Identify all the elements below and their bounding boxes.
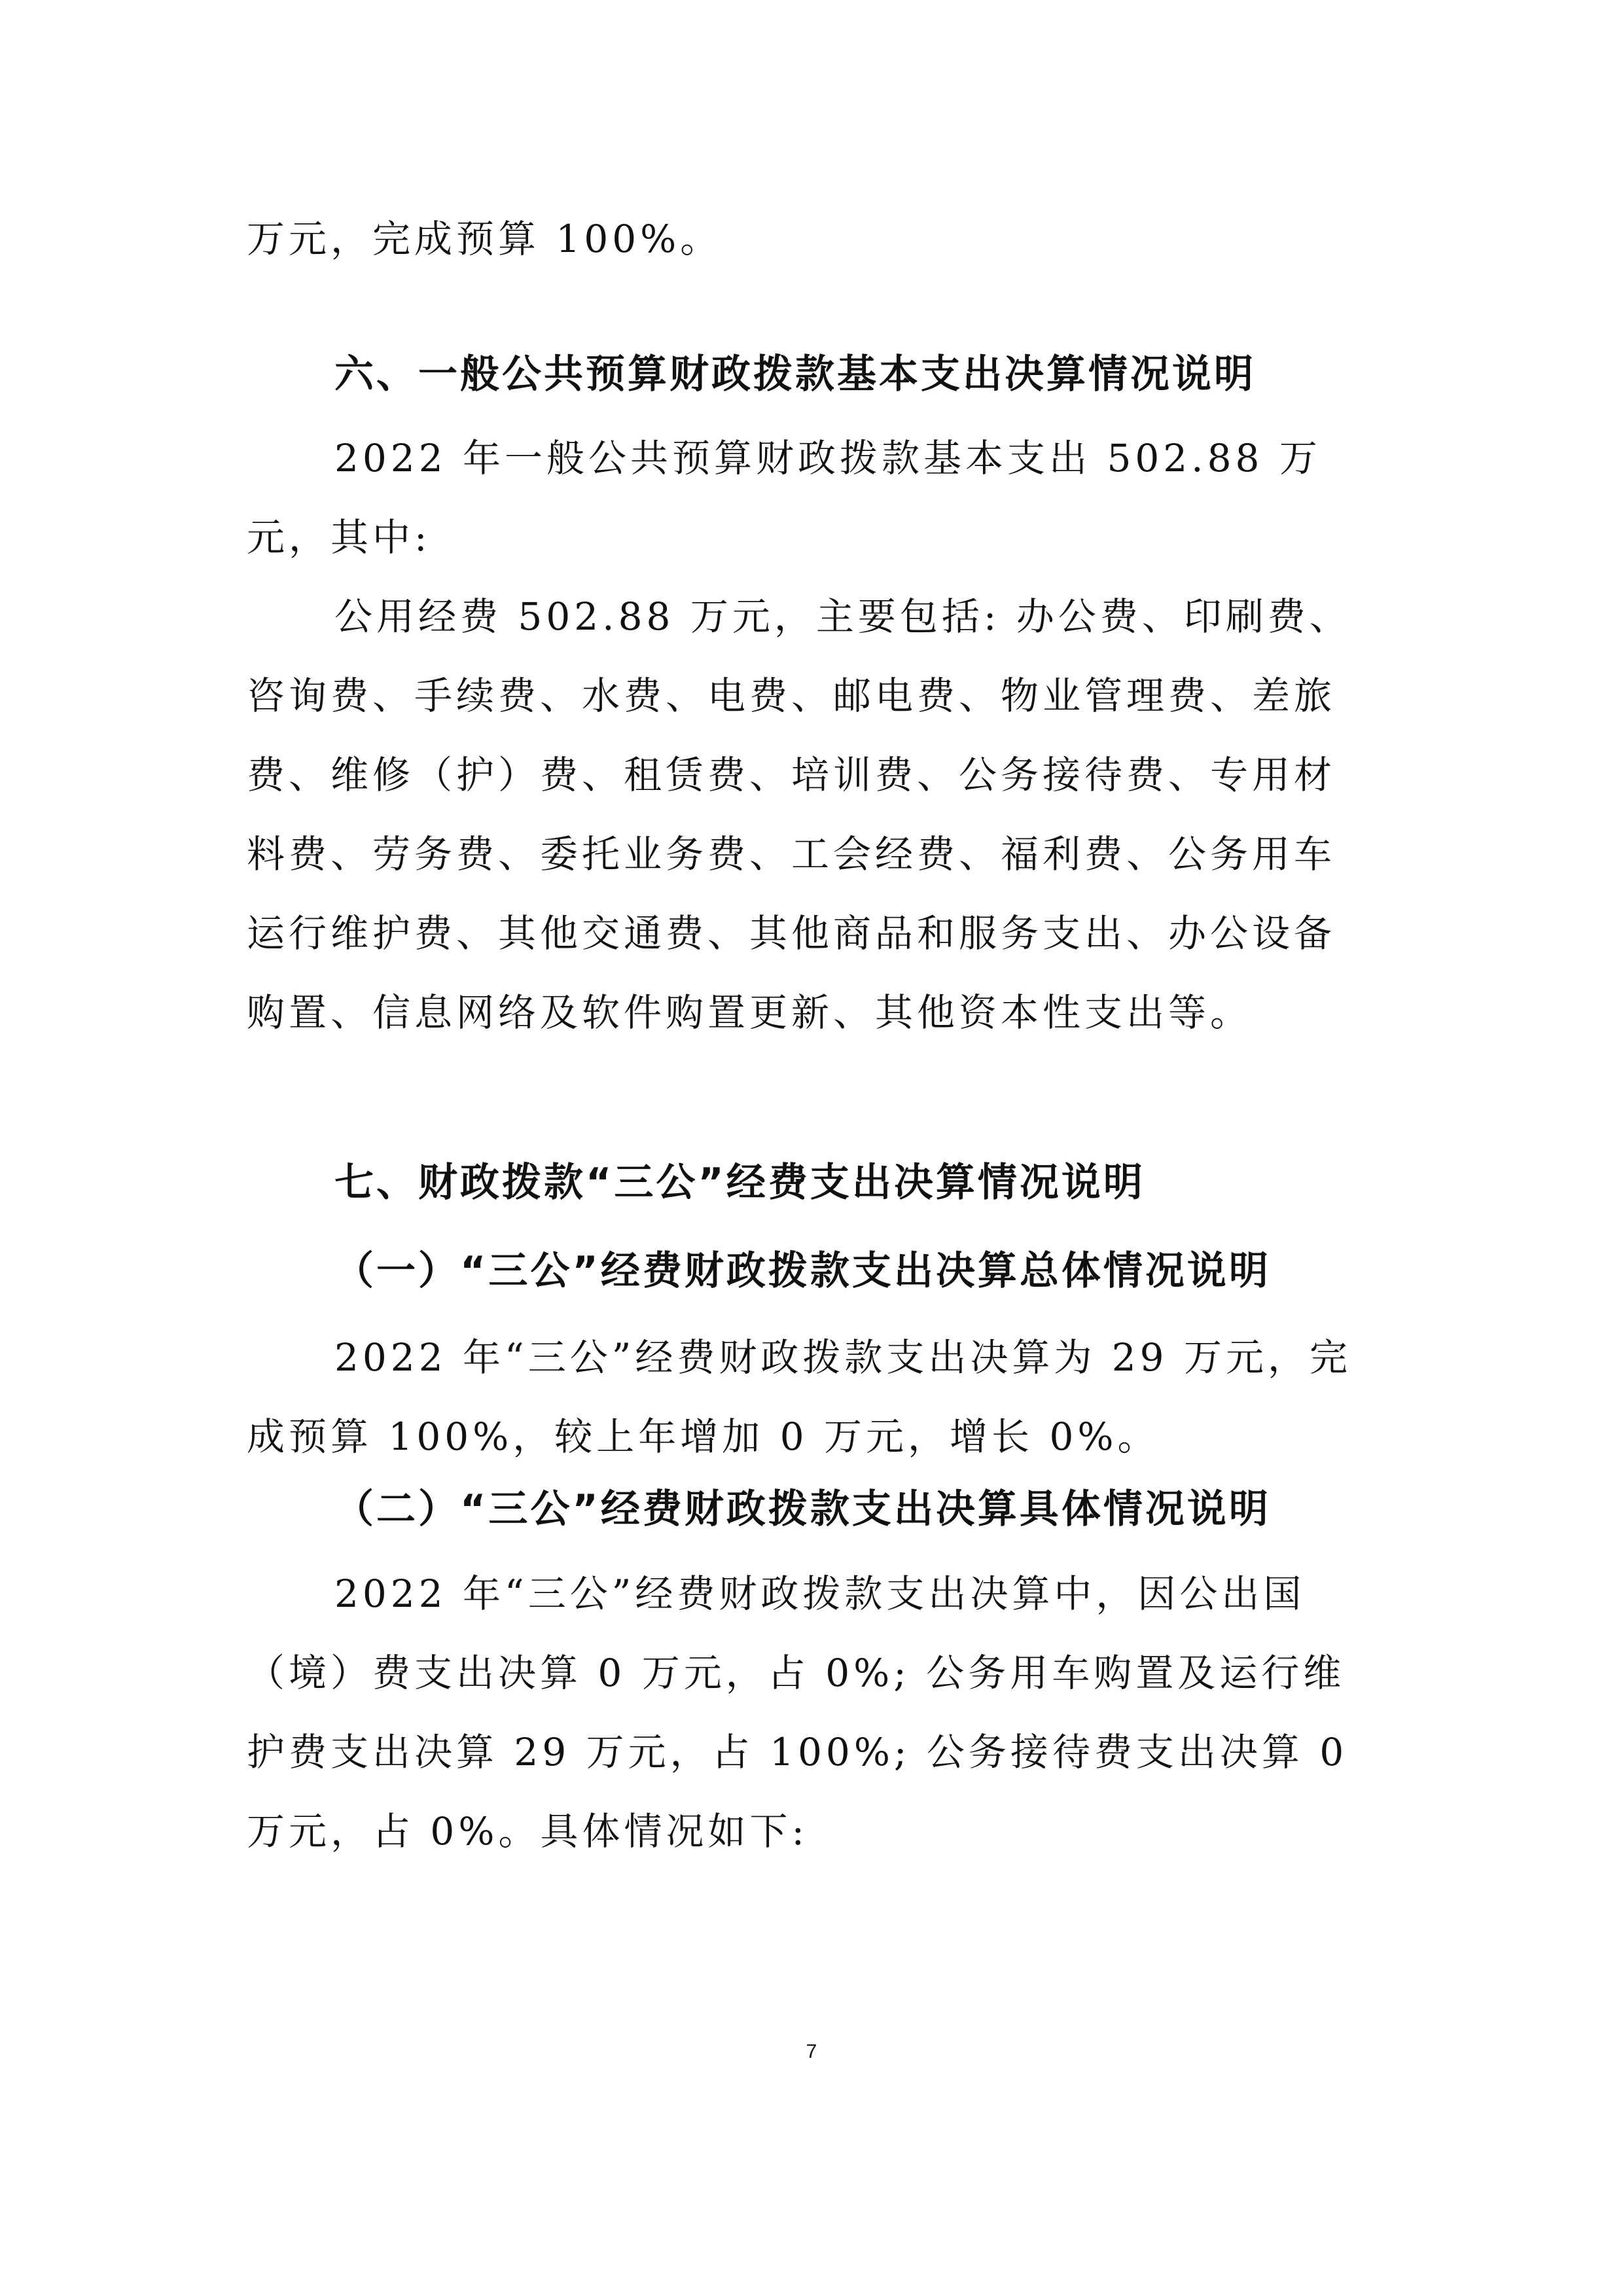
section-6-heading: 六、一般公共预算财政拨款基本支出决算情况说明 [334,351,1256,397]
subsection-1-paragraph: 2022 年“三公”经费财政拨款支出决算为 29 万元，完成预算 100%，较上年增加 0 万元，增长 0%。 [247,1335,1352,1459]
subsection-1-heading: （一）“三公”经费财政拨款支出决算总体情况说明 [334,1248,1271,1294]
subsection-2-heading: （二）“三公”经费财政拨款支出决算具体情况说明 [334,1486,1271,1532]
section-7-heading: 七、财政拨款“三公”经费支出决算情况说明 [334,1160,1145,1206]
section-6-paragraph-1: 2022 年一般公共预算财政拨款基本支出 502.88 万元，其中: [247,436,1321,560]
page-number: 7 [806,2041,817,2062]
subsection-2-paragraph: 2022 年“三公”经费财政拨款支出决算中，因公出国（境）费支出决算 0 万元，占 0%; 公务用车购置及运行维护费支出决算 29 万元，占 100%; 公务接待费支出决算 0 万元，占 0%。具体情况如下: [247,1571,1348,1854]
continuation-text: 万元，完成预算 100%。 [247,217,722,261]
section-6-paragraph-2: 公用经费 502.88 万元，主要包括: 办公费、印刷费、咨询费、手续费、水费、电费、邮电费、物业管理费、差旅费、维修（护）费、租赁费、培训费、公务接待费、专用材料费、劳务费、委托业务费、工会经费、福利费、公务用车运行维护费、其他交通费、其他商品和服务支出、办公设备购置、信息网络及软件购置更新、其他资本性支出等。 [247,594,1351,1035]
